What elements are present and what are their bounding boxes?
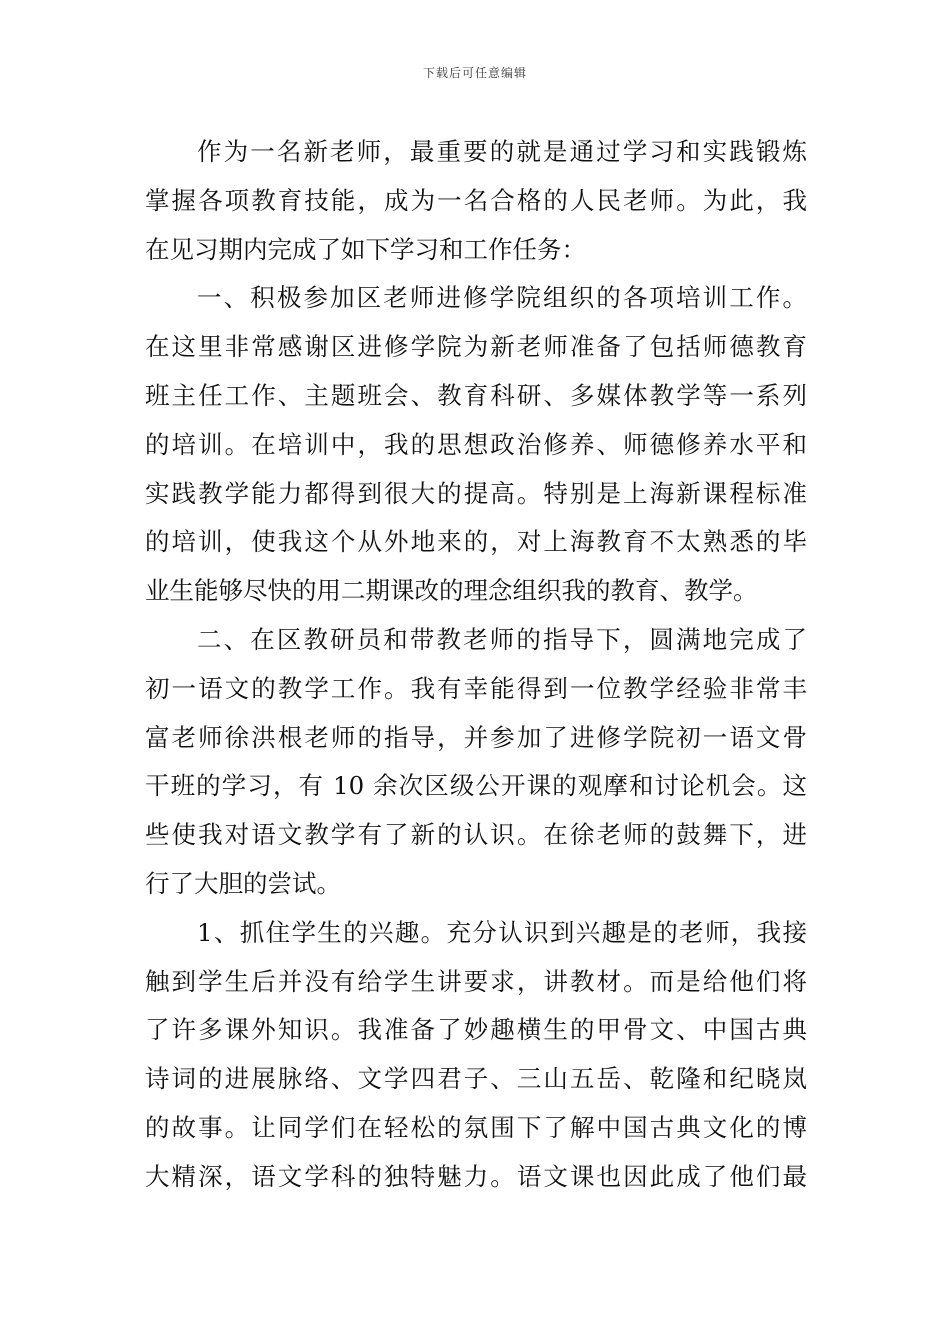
text-line: 掌握各项教育技能，成为一名合格的人民老师。为此，我 <box>145 185 807 215</box>
page-header: 下载后可任意编辑 <box>422 66 527 80</box>
text-line: 在见习期内完成了如下学习和工作任务： <box>145 234 586 264</box>
text-line: 的故事。让同学们在轻松的氛围下了解中国古典文化的博 <box>145 1112 807 1142</box>
text-line: 班主任工作、主题班会、教育科研、多媒体教学等一系列 <box>145 380 807 410</box>
text-line: 诗词的进展脉络、文学四君子、三山五岳、乾隆和纪晓岚 <box>145 1064 807 1094</box>
text-line: 触到学生后并没有给学生讲要求，讲教材。而是给他们将 <box>145 966 807 996</box>
text-line: 行了大胆的尝试。 <box>145 868 341 898</box>
text-line: 大精深，语文学科的独特魅力。语文课也因此成了他们最 <box>145 1161 807 1191</box>
text-line: 干班的学习，有 10 余次区级公开课的观摩和讨论机会。这 <box>145 771 807 801</box>
text-line: 实践教学能力都得到很大的提高。特别是上海新课程标准 <box>145 478 807 508</box>
document-body <box>145 128 807 1202</box>
text-line: 初一语文的教学工作。我有幸能得到一位教学经验非常丰 <box>145 673 807 703</box>
text-line: 些使我对语文教学有了新的认识。在徐老师的鼓舞下，进 <box>145 820 807 850</box>
text-line: 业生能够尽快的用二期课改的理念组织我的教育、教学。 <box>145 576 758 606</box>
text-line: 一、积极参加区老师进修学院组织的各项培训工作。 <box>197 283 807 313</box>
text-line: 二、在区教研员和带教老师的指导下，圆满地完成了 <box>197 624 807 654</box>
text-line: 的培训。在培训中，我的思想政治修养、师德修养水平和 <box>145 429 807 459</box>
text-line: 1、抓住学生的兴趣。充分认识到兴趣是的老师，我接 <box>197 917 807 947</box>
text-line: 富老师徐洪根老师的指导，并参加了进修学院初一语文骨 <box>145 722 807 752</box>
text-line: 的培训，使我这个从外地来的，对上海教育不太熟悉的毕 <box>145 527 807 557</box>
text-line: 作为一名新老师，最重要的就是通过学习和实践锻炼 <box>197 137 807 166</box>
text-line: 了许多课外知识。我准备了妙趣横生的甲骨文、中国古典 <box>145 1015 807 1045</box>
text-line: 在这里非常感谢区进修学院为新老师准备了包括师德教育 <box>145 332 807 362</box>
